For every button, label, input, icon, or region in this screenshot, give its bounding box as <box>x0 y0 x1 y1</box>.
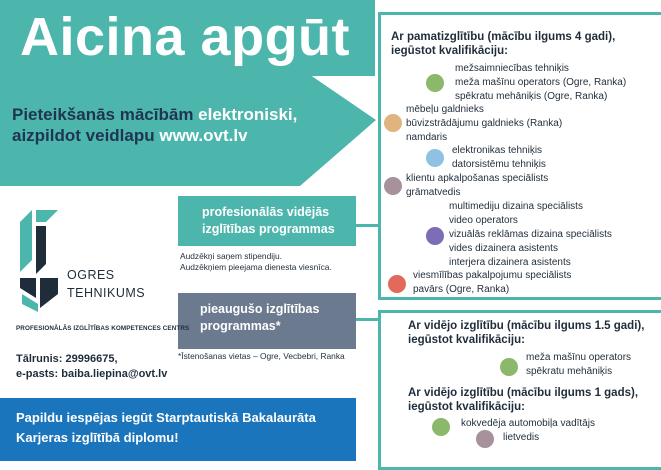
logo-subtitle: PROFESIONĀLĀS IZGLĪTĪBAS KOMPETENCES CENTRS <box>16 325 190 332</box>
qualification-item: interjera dizainera asistents <box>449 257 571 268</box>
logo-name: TEHNIKUMS <box>67 286 146 300</box>
qualification-item: viesmīlības pakalpojumu speciālists <box>413 270 572 281</box>
bullet-dot <box>426 74 444 92</box>
bullet-dot <box>426 149 444 167</box>
heading-line: iegūstot kvalifikāciju: <box>408 334 525 346</box>
basic-heading <box>391 30 615 58</box>
connector-line <box>378 12 381 227</box>
heading-line: iegūstot kvalifikāciju: <box>408 401 525 413</box>
bullet-dot <box>384 177 402 195</box>
qualification-item: datorsistēmu tehniķis <box>452 159 546 170</box>
qualification-item: vides dizainera asistents <box>449 243 558 254</box>
qualification-item: namdaris <box>406 132 448 143</box>
connector-line <box>356 224 381 227</box>
logo-shape <box>40 278 58 308</box>
qualification-item: mēbeļu galdnieks <box>406 104 484 115</box>
qualification-item: būvizstrādājumu galdnieks (Ranka) <box>406 118 563 129</box>
secondary1-heading <box>408 386 638 414</box>
qualification-item: spēkratu mehāniķis <box>526 366 613 377</box>
promo-highlight: elektroniski, <box>198 105 298 124</box>
promo-text: aizpildot veidlapu <box>12 126 160 145</box>
contact-phone: Tālrunis: 29996675, <box>16 353 118 365</box>
ib-banner-text: Papildu iespējas iegūt Starptautiskā Bakalaurāta <box>16 410 316 425</box>
promo-text: Pieteikšanās mācībām <box>12 105 199 124</box>
qualification-item: pavārs (Ogre, Ranka) <box>413 284 510 295</box>
vocational-label: izglītības programmas <box>202 222 335 236</box>
benefit-line: Audzēkņiem pieejama dienesta viesnīca. <box>180 262 332 272</box>
secondary15-heading <box>408 319 644 347</box>
contact-email[interactable]: e-pasts: baiba.liepina@ovt.lv <box>16 368 168 380</box>
adult-programs-box <box>178 293 356 349</box>
bullet-dot <box>432 418 450 436</box>
qualification-item: video operators <box>449 215 518 226</box>
adult-label: programmas* <box>200 319 281 333</box>
heading-line: iegūstot kvalifikāciju: <box>391 45 508 57</box>
bullet-dot <box>388 275 406 293</box>
ogres-tehnikums-logo <box>14 208 64 320</box>
website-link[interactable]: www.ovt.lv <box>159 126 248 145</box>
ib-banner <box>0 398 356 461</box>
qualification-item: lietvedis <box>503 432 540 443</box>
logo-shape <box>36 210 58 222</box>
ib-banner-text: Karjeras izglītībā diplomu! <box>16 430 179 445</box>
logo-shape <box>20 210 32 272</box>
qualification-item: meža mašīnu operators <box>526 352 632 363</box>
heading-line: Ar vidējo izglītību (mācību ilgums 1.5 gadi), <box>408 320 645 332</box>
adult-footnote: *Īstenošanas vietas – Ogre, Vecbebri, Ranka <box>178 351 345 361</box>
bullet-dot <box>426 227 444 245</box>
qualification-item: vizuālās reklāmas dizaina speciālists <box>449 229 612 240</box>
logo-shape <box>36 226 46 274</box>
qualification-item: kokvedēja automobiļa vadītājs <box>461 418 595 429</box>
heading-line: Ar pamatizglītību (mācību ilgums 4 gadi), <box>391 31 616 43</box>
bullet-dot <box>500 358 518 376</box>
page-title: Aicina apgūt <box>20 7 351 67</box>
qualification-item: elektronikas tehniķis <box>452 145 543 156</box>
qualification-item: grāmatvedis <box>406 187 461 198</box>
heading-line: Ar vidējo izglītību (mācību ilgums 1 gads), <box>408 387 639 399</box>
connector-line <box>356 318 381 321</box>
adult-label: pieaugušo izglītības <box>200 302 320 316</box>
vocational-programs-box <box>178 196 356 246</box>
vocational-label: profesionālās vidējās <box>202 205 330 219</box>
qualification-item: spēkratu mehāniķis (Ogre, Ranka) <box>455 91 608 102</box>
qualification-item: multimediju dizaina speciālists <box>449 201 583 212</box>
qualification-item: klientu apkalpošanas speciālists <box>406 173 549 184</box>
logo-name: OGRES <box>67 268 115 282</box>
benefit-line: Audzēkņi saņem stipendiju. <box>180 251 282 261</box>
bullet-dot <box>384 114 402 132</box>
qualification-item: meža mašīnu operators (Ogre, Ranka) <box>455 77 627 88</box>
application-promo <box>12 104 342 146</box>
bullet-dot <box>476 430 494 448</box>
qualification-item: mežsaimniecības tehniķis <box>455 63 569 74</box>
benefits-text <box>180 251 332 273</box>
